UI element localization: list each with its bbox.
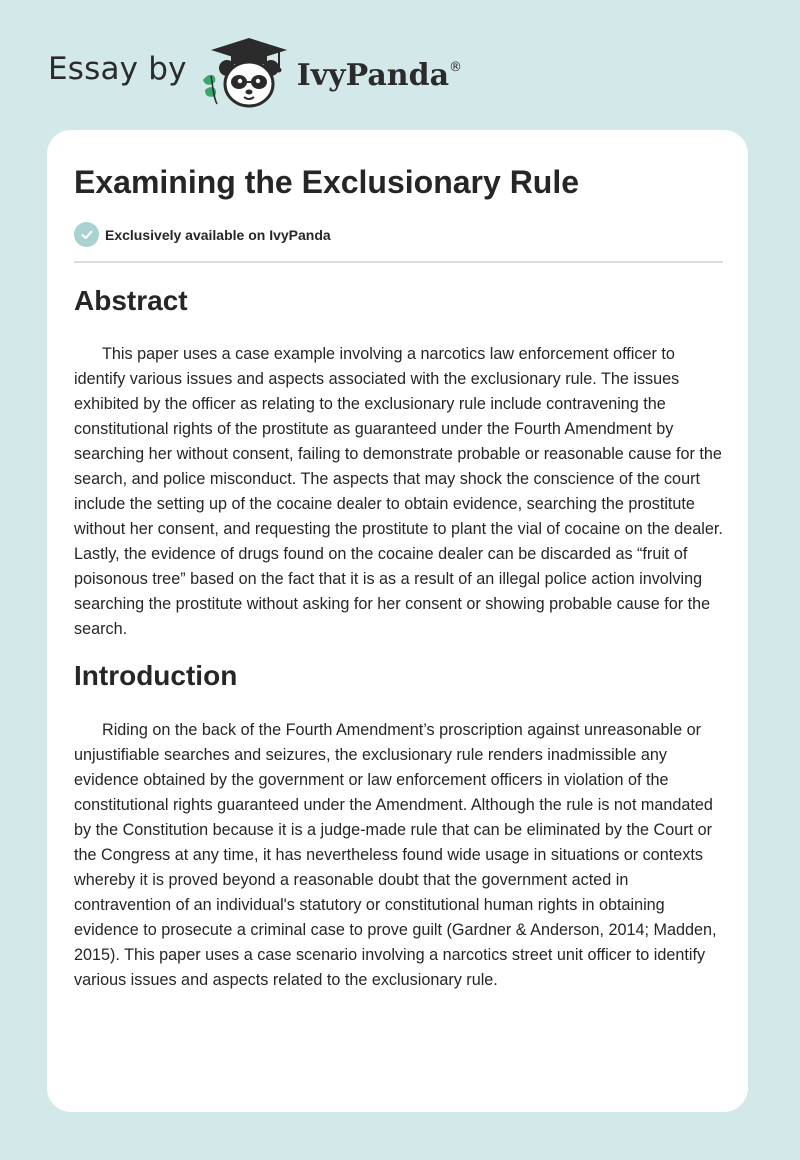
section-heading-introduction: Introduction <box>74 660 238 691</box>
essay-card <box>47 130 748 1112</box>
section-body-introduction: Riding on the back of the Fourth Amendment’s proscription against unreasonable or unjustifiable searches and seizures, the exclusionary rule renders inadmissible any evidence obtained by the government or law enforcement officers in violation of the constitutional rights guaranteed under the Amendment. Although the rule is not mandated by the Constitution because it is a judge-made rule that can be eliminated by the Court or the Congress at any time, it has nevertheless found wide usage in situations or contexts whereby it is proved beyond a reasonable doubt that the government acted in contravention of an individual's statutory or constitutional human rights in obtaining evidence to prosecute a criminal case to prove guilt (Gardner & Anderson, 2014; Madden, 2015). This paper uses a case scenario involving a narcotics street unit officer to identify various issues and aspects related to the exclusionary rule. <box>74 721 717 989</box>
title-divider <box>74 261 723 263</box>
brand-name <box>297 58 462 93</box>
brand-text: IvyPanda <box>296 57 450 93</box>
essay-by-label: Essay by <box>48 51 187 87</box>
site-header <box>48 32 462 112</box>
exclusive-badge <box>74 222 331 247</box>
registered-mark: ® <box>449 59 463 75</box>
section-heading-abstract: Abstract <box>74 285 188 316</box>
exclusive-badge-label: Exclusively available on IvyPanda <box>105 226 331 243</box>
ivypanda-logo[interactable] <box>199 32 462 112</box>
panda-mascot-icon <box>199 32 295 112</box>
section-body-abstract: This paper uses a case example involving a narcotics law enforcement officer to identify various issues and aspects associated with the exclusionary rule. The issues exhibited by the officer as relating to the exclusionary rule include contravening the constitutional rights of the prostitute as guaranteed under the Fourth Amendment by searching her without consent, failing to demonstrate probable or reasonable cause for the search, and police misconduct. The aspects that may shock the conscience of the court include the setting up of the cocaine dealer to obtain evidence, searching the prostitute without her consent, and requesting the prostitute to plant the vial of cocaine on the dealer. Lastly, the evidence of drugs found on the cocaine dealer can be discarded as “fruit of poisonous tree” based on the fact that it is as a result of an illegal police action involving searching the prostitute without asking for her consent or showing probable cause for the search. <box>74 345 723 638</box>
check-icon <box>74 222 99 247</box>
page-title: Examining the Exclusionary Rule <box>74 164 580 200</box>
